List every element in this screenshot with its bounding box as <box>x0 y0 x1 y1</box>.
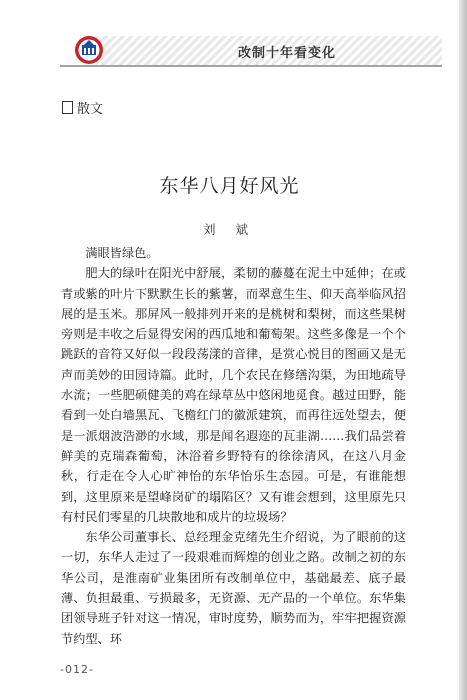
article-author: 刘 斌 <box>203 222 256 237</box>
page-number: -012- <box>60 663 94 676</box>
running-header-title: 改制十年看变化 <box>238 46 337 61</box>
logo-icon <box>74 35 104 65</box>
paragraph: 肥大的绿叶在阳光中舒展，柔韧的藤蔓在泥土中延伸；在或青或紫的叶片下默默生长的紫薯，而翠意生生、仰天高举临风招展的是玉米。那屏风一般排列开来的是桃树和梨树，而这些果树旁则是丰收之后显得安闲的西瓜地和葡萄架。这些多像是一个个跳跃的音符又好似一段段荡漾的音律，是赏心悦目的图画又是无声而美妙的田园诗篇。此时，几个农民在修缮沟渠，为田地疏导水流；一些肥硕健美的鸡在绿草丛中悠闲地觅食。越过田野，能看到一处白墙黑瓦、飞檐红门的徽派建筑，而再往远处望去，便是一派烟波浩渺的水域，那是闻名遐迩的瓦韭湖……我们品尝着鲜美的克瑞森葡萄，沐浴着乡野特有的徐徐清风，在这八月金秋，行走在令人心旷神怡的东华怡乐生态园。可是，有谁能想到，这里原来是望峰岗矿的塌陷区？又有谁会想到，这里原先只有村民们零星的几块散地和成片的垃圾场？ <box>61 266 406 524</box>
article-title: 东华八月好风光 <box>159 175 300 197</box>
paragraph: 满眼皆绿色。 <box>85 246 159 260</box>
header-rule <box>60 65 442 67</box>
page-edge <box>459 0 467 700</box>
section-label-text: 散文 <box>77 102 104 117</box>
section-label <box>62 98 103 117</box>
page-header <box>0 0 459 68</box>
article-body <box>61 243 406 649</box>
paragraph: 东华公司董事长、总经理金克绪先生介绍说，为了眼前的这一切，东华人走过了一段艰难而辉煌的创业之路。改制之初的东华公司，是淮南矿业集团所有改制单位中，基础最差、底子最薄、负担最重、亏损最多，无资源、无产品的一个单位。东华集团领导班子针对这一情况，审时度势，顺势而为，牢牢把握资源节约型、环 <box>61 530 406 646</box>
checkbox-square-icon <box>62 101 73 114</box>
